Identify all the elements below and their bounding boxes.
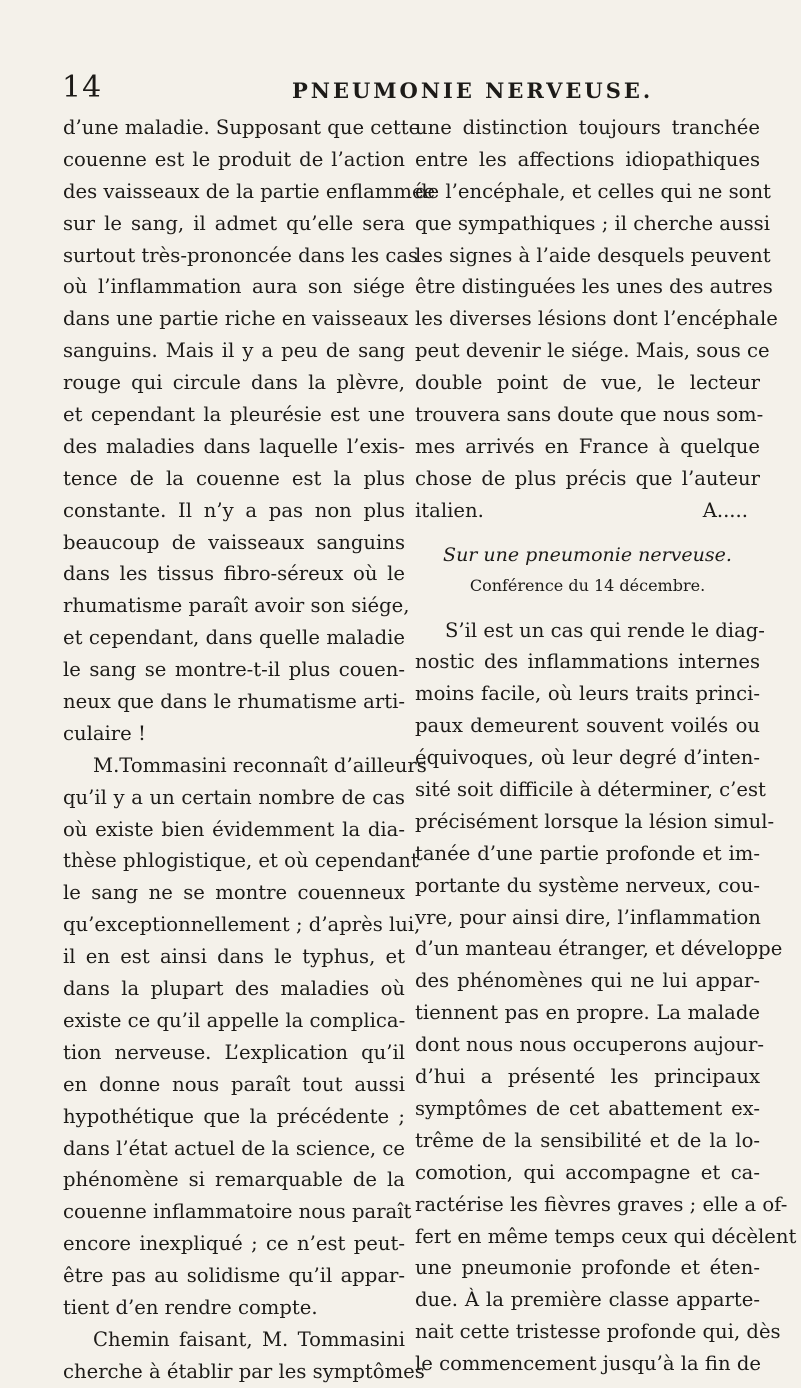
text-line: nostic des inflammations internes xyxy=(415,650,760,674)
right-column xyxy=(415,112,797,1380)
text-line: rouge qui circule dans la plèvre, xyxy=(63,371,405,395)
text-line: sanguins. Mais il y a peu de sang xyxy=(63,339,405,363)
text-line: une distinction toujours tranchée xyxy=(415,116,760,139)
text-line: neux que dans le rhumatisme arti- xyxy=(63,690,405,714)
text-line: comotion, qui accompagne et ca- xyxy=(415,1160,760,1184)
text-line: sité soit difficile à déterminer, c’est xyxy=(415,778,766,802)
text-line: surtout très-prononcée dans les cas xyxy=(63,243,419,267)
text-line: dans la plupart des maladies où xyxy=(63,977,405,1001)
text-line: peut devenir le siége. Mais, sous ce xyxy=(415,339,770,363)
text-line: qu’il y a un certain nombre de cas xyxy=(63,785,405,809)
text-line: couenne inflammatoire nous paraît xyxy=(63,1200,412,1224)
page-number: 14 xyxy=(62,70,103,105)
text-line: vre, pour ainsi dire, l’inflammation xyxy=(415,905,761,929)
text-line: d’une maladie. Supposant que cette xyxy=(63,116,421,139)
text-line: une pneumonie profonde et éten- xyxy=(415,1256,760,1280)
text-line: qu’exceptionnellement ; d’après lui, xyxy=(63,913,421,937)
text-line: encore inexpliqué ; ce n’est peut- xyxy=(63,1232,405,1256)
author-signature: A..... xyxy=(702,498,748,522)
text-line: où l’inflammation aura son siége xyxy=(63,275,405,299)
text-line: que sympathiques ; il cherche aussi xyxy=(415,211,770,235)
article-subtitle: Conférence du 14 décembre. xyxy=(469,575,706,595)
text-line: être distinguées les unes des autres xyxy=(415,275,773,299)
text-line: S’il est un cas qui rende le diag- xyxy=(445,618,765,642)
text-line: le sang se montre-t-il plus couen- xyxy=(63,658,405,682)
left-column xyxy=(63,112,436,1388)
text-line: il en est ainsi dans le typhus, et xyxy=(63,945,405,969)
text-line: ractérise les fièvres graves ; elle a of- xyxy=(415,1192,788,1216)
text-line: dans une partie riche en vaisseaux xyxy=(63,307,409,331)
separator xyxy=(415,601,760,615)
text-line: équivoques, où leur degré d’inten- xyxy=(415,746,760,770)
text-line: hypothétique que la précédente ; xyxy=(63,1104,405,1128)
text-line: tence de la couenne est la plus xyxy=(63,466,405,490)
text-line: portante du système nerveux, cou- xyxy=(415,873,760,897)
text-line: moins facile, où leurs traits princi- xyxy=(415,682,760,706)
text-line: nait cette tristesse profonde qui, dès xyxy=(415,1320,781,1344)
text-line: Chemin faisant, M. Tommasini xyxy=(93,1327,405,1351)
text-line: les diverses lésions dont l’encéphale xyxy=(415,307,778,331)
text-line: due. À la première classe apparte- xyxy=(415,1288,760,1312)
text-line: et cependant, dans quelle maladie xyxy=(63,626,405,650)
text-line: tanée d’une partie profonde et im- xyxy=(415,841,760,865)
text-line: le commencement jusqu’à la fin de xyxy=(415,1352,761,1376)
text-line: trouvera sans doute que nous som- xyxy=(415,403,764,427)
text-line: tient d’en rendre compte. xyxy=(63,1295,318,1319)
article-body xyxy=(415,615,797,1380)
text-line: et cependant la pleurésie est une xyxy=(63,403,405,427)
text-line: thèse phlogistique, et où cependant xyxy=(63,849,419,873)
right-column-top-text xyxy=(415,112,778,495)
text-line: être pas au solidisme qu’il appar- xyxy=(63,1264,405,1288)
page-header xyxy=(0,70,801,110)
text-line: M.Tommasini reconnaît d’ailleurs xyxy=(93,753,427,777)
text-line: fert en même temps ceux qui décèlent xyxy=(415,1224,797,1248)
text-line: existe ce qu’il appelle la complica- xyxy=(63,1008,406,1032)
text-line: précisément lorsque la lésion simul- xyxy=(415,809,775,833)
text-line: en donne nous paraît tout aussi xyxy=(63,1072,405,1096)
text-line: chose de plus précis que l’auteur xyxy=(415,466,760,490)
text-line: rhumatisme paraît avoir son siége, xyxy=(63,594,410,618)
text-line: paux demeurent souvent voilés ou xyxy=(415,714,760,738)
text-line: phénomène si remarquable de la xyxy=(63,1168,405,1192)
text-line: constante. Il n’y a pas non plus xyxy=(63,498,405,522)
signature-line xyxy=(415,495,760,527)
text-line: double point de vue, le lecteur xyxy=(415,371,760,395)
text-line: trême de la sensibilité et de la lo- xyxy=(415,1128,760,1152)
text-line: d’un manteau étranger, et développe xyxy=(415,937,783,961)
text-line: tion nerveuse. L’explication qu’il xyxy=(63,1040,405,1064)
running-title: PNEUMONIE NERVEUSE. xyxy=(292,78,654,103)
signature-line-text: italien. xyxy=(415,498,484,522)
text-line: les signes à l’aide desquels peuvent xyxy=(415,243,771,267)
text-line: tiennent pas en propre. La malade xyxy=(415,1001,760,1025)
text-line: des maladies dans laquelle l’exis- xyxy=(63,434,405,458)
text-line: des vaisseaux de la partie enflammée xyxy=(63,179,436,203)
text-line: entre les affections idiopathiques xyxy=(415,147,760,171)
text-line: sur le sang, il admet qu’elle sera xyxy=(63,211,405,235)
text-line: dont nous nous occuperons aujour- xyxy=(415,1033,765,1057)
text-line: symptômes de cet abattement ex- xyxy=(415,1096,760,1120)
text-line: couenne est le produit de l’action xyxy=(63,147,405,171)
text-line: culaire ! xyxy=(63,721,146,745)
text-line: où existe bien évidemment la dia- xyxy=(63,817,405,841)
text-line: beaucoup de vaisseaux sanguins xyxy=(63,530,405,554)
text-line: mes arrivés en France à quelque xyxy=(415,434,760,458)
text-line: de l’encéphale, et celles qui ne sont xyxy=(415,179,771,203)
text-line: cherche à établir par les symptômes xyxy=(63,1359,425,1383)
text-line: dans les tissus fibro-séreux où le xyxy=(63,562,405,586)
text-line: dans l’état actuel de la science, ce xyxy=(63,1136,405,1160)
text-line: d’hui a présenté les principaux xyxy=(415,1065,760,1089)
text-line: le sang ne se montre couenneux xyxy=(63,881,405,905)
text-line: des phénomènes qui ne lui appar- xyxy=(415,969,760,993)
article-title: Sur une pneumonie nerveuse. xyxy=(443,543,732,566)
